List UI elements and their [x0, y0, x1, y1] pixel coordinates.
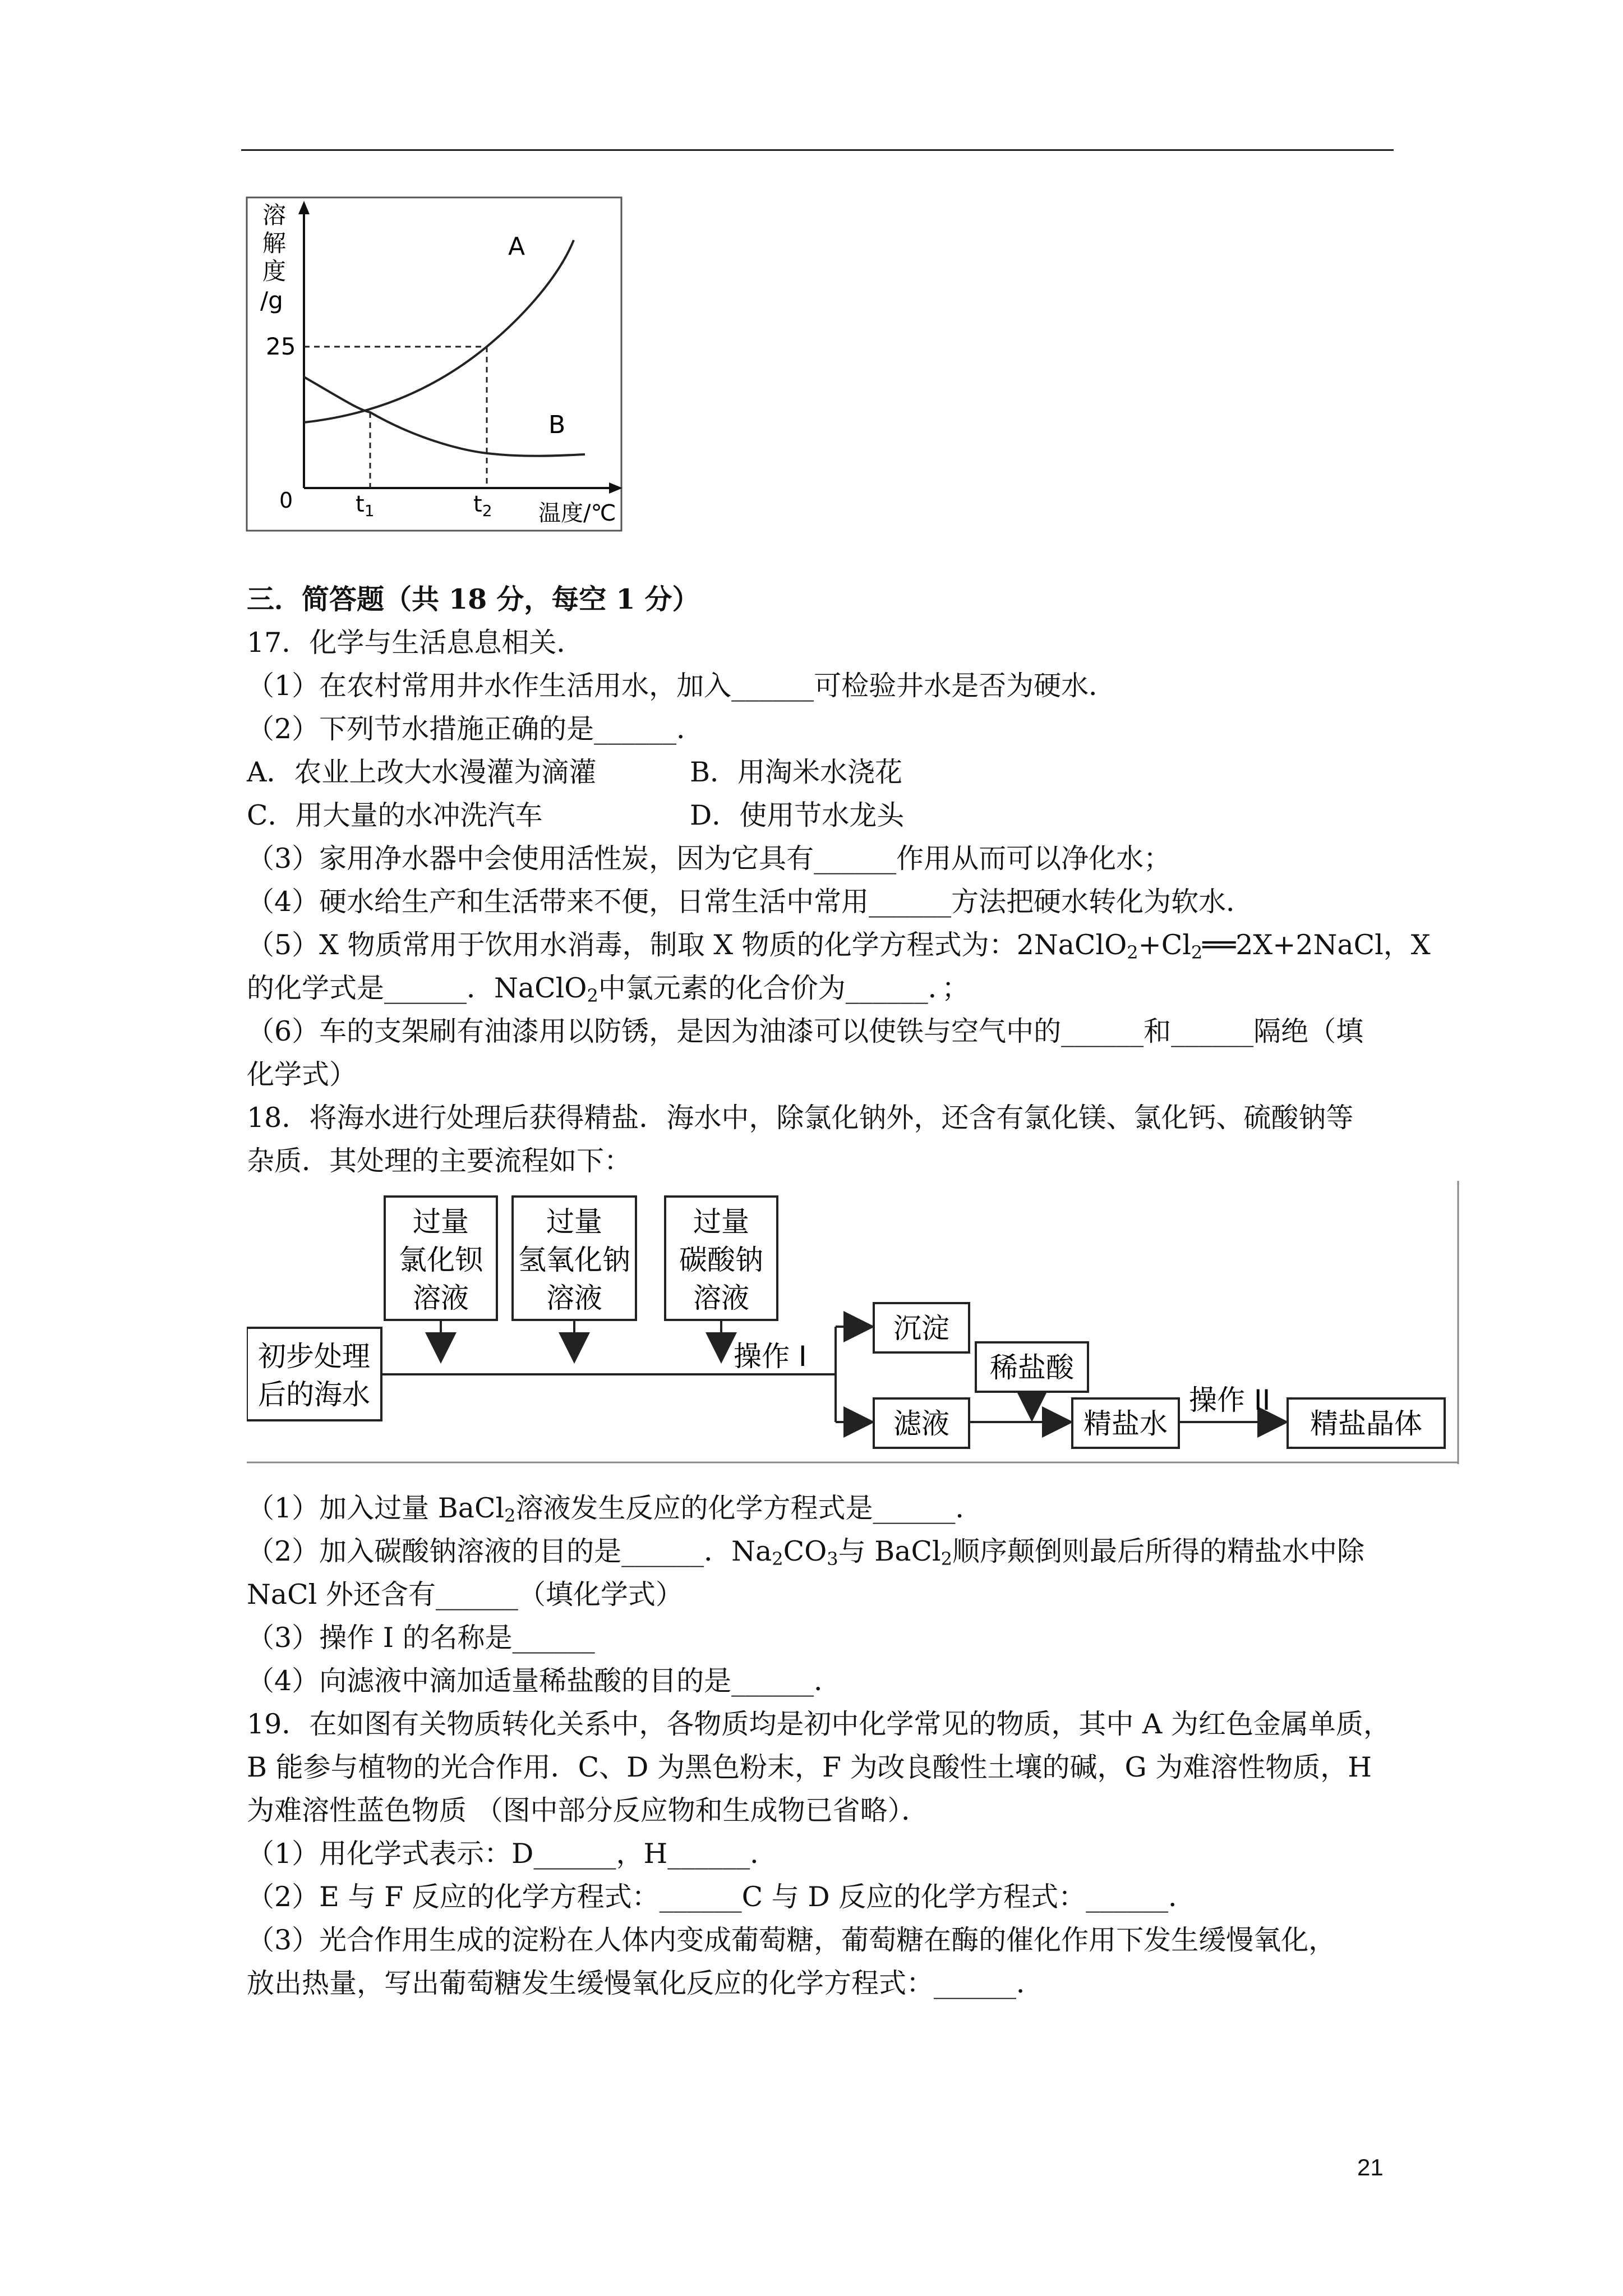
- y-label-3: 度: [262, 257, 287, 285]
- curve-a: [304, 240, 574, 422]
- q19-p3-line2: 放出热量，写出葡萄糖发生缓慢氧化反应的化学方程式：______．: [247, 1967, 1044, 1999]
- filtrate-label: 滤液: [893, 1407, 949, 1440]
- brine-label: 精盐水: [1083, 1407, 1168, 1440]
- x-tick-t1: $t_1$: [356, 491, 375, 520]
- precipitate-label: 沉淀: [893, 1312, 949, 1345]
- q19-p2: （2）E 与 F 反应的化学方程式：______C 与 D 反应的化学方程式：______．: [247, 1881, 1196, 1913]
- reagent2-line3: 溶液: [546, 1282, 602, 1314]
- q18-p1: （1）加入过量 BaCl$_2$溶液发生反应的化学方程式是______．: [247, 1492, 983, 1526]
- q18-p2-line2: NaCl 外还含有______（填化学式）: [247, 1579, 683, 1611]
- q17-opt-a: A．农业上改大水漫灌为滴灌: [247, 756, 597, 788]
- q17-title: 17．化学与生活息息相关．: [247, 627, 584, 659]
- q17-p2: （2）下列节水措施正确的是______．: [247, 713, 704, 745]
- reagent2-line2: 氢氧化钠: [518, 1244, 630, 1276]
- start-line2: 后的海水: [258, 1378, 370, 1411]
- reagent3-line1: 过量: [693, 1205, 749, 1238]
- q19-line2: B 能参与植物的光合作用．C、D 为黑色粉末，F 为改良酸性土壤的碱，G 为难溶性物质，H: [247, 1751, 1372, 1783]
- page-number: 21: [1357, 2154, 1384, 2180]
- curve-label-b: B: [548, 411, 566, 439]
- salt-process-flowchart: [247, 1181, 1464, 1467]
- y-label-1: 溶: [262, 201, 287, 229]
- reagent1-line2: 氯化钡: [399, 1244, 483, 1276]
- q18-p4: （4）向滤液中滴加适量稀盐酸的目的是______．: [247, 1665, 842, 1697]
- y-axis-arrow: [298, 201, 310, 214]
- y-label-4: /g: [260, 287, 283, 314]
- x-axis-arrow: [609, 482, 623, 494]
- op2-label: 操作 II: [1189, 1384, 1271, 1416]
- x-axis-label: 温度/℃: [538, 500, 616, 526]
- q17-opt-c: C．用大量的水冲洗汽车: [247, 799, 543, 831]
- q19-line3: 为难溶性蓝色物质 （图中部分反应物和生成物已省略）．: [247, 1795, 929, 1826]
- q17-options-row2: [247, 794, 1402, 837]
- header-rule: [241, 149, 1394, 151]
- solubility-chart: [246, 196, 644, 533]
- x-tick-t2: $t_2$: [473, 491, 492, 520]
- q19-p1: （1）用化学式表示：D______，H______．: [247, 1838, 778, 1870]
- q17-p6-line1: （6）车的支架刷有油漆用以防锈，是因为油漆可以使铁与空气中的______和______隔绝（填: [247, 1015, 1364, 1047]
- q17-p6-line2: 化学式）: [247, 1059, 357, 1091]
- section-text-1: [247, 578, 1431, 1182]
- q18-title-line1: 18．将海水进行处理后获得精盐．海水中，除氯化钠外，还含有氯化镁、氯化钙、硫酸钠等: [247, 1102, 1354, 1134]
- q19-p3-line1: （3）光合作用生成的淀粉在人体内变成葡萄糖，葡萄糖在酶的催化作用下发生缓慢氧化，: [247, 1924, 1336, 1956]
- q18-p2-line1: （2）加入碳酸钠溶液的目的是______．$Na_2CO_3$与 BaCl$_2$顺序颠倒则最后所得的精盐水中除: [247, 1535, 1364, 1570]
- q18-title-line2: 杂质．其处理的主要流程如下：: [247, 1145, 632, 1177]
- q19-line1: 19．在如图有关物质转化关系中，各物质均是初中化学常见的物质，其中 A 为红色金属单质，: [247, 1708, 1391, 1740]
- curve-label-a: A: [508, 232, 525, 261]
- section-text-2: [247, 1487, 1402, 2005]
- q17-p4: （4）硬水给生产和生活带来不便，日常生活中常用______方法把硬水转化为软水．: [247, 886, 1254, 918]
- reagent1-line1: 过量: [413, 1205, 469, 1238]
- start-line1: 初步处理: [258, 1340, 370, 1373]
- q17-p1: （1）在农村常用井水作生活用水，加入______可检验井水是否为硬水．: [247, 670, 1117, 702]
- y-tick-25: 25: [266, 333, 296, 360]
- section-title: 三．简答题（共 18 分，每空 1 分）: [247, 583, 700, 615]
- origin-label: 0: [279, 488, 293, 513]
- reagent1-line3: 溶液: [413, 1282, 469, 1314]
- product-label: 精盐晶体: [1310, 1407, 1422, 1440]
- reagent3-line3: 溶液: [693, 1282, 749, 1314]
- q17-opt-b: B．用淘米水浇花: [690, 756, 903, 788]
- acid-label: 稀盐酸: [990, 1351, 1074, 1384]
- reagent2-line1: 过量: [546, 1205, 602, 1238]
- y-label-2: 解: [262, 229, 287, 257]
- q17-p3: （3）家用净水器中会使用活性炭，因为它具有______作用从而可以净化水；: [247, 843, 1172, 875]
- q17-options-row1: [247, 751, 1402, 794]
- reagent3-line2: 碳酸钠: [679, 1244, 763, 1276]
- q17-opt-d: D．使用节水龙头: [690, 799, 905, 831]
- q18-p3: （3）操作 I 的名称是______: [247, 1622, 595, 1654]
- op1-label: 操作 I: [734, 1340, 807, 1373]
- q17-p5-line2: 的化学式是______．NaClO$_2$中氯元素的化合价为______．；: [247, 972, 970, 1006]
- q17-p5-line1: （5）X 物质常用于饮用水消毒，制取 X 物质的化学方程式为：$2NaClO_2+Cl_2══2X+2NaCl$，X: [247, 929, 1431, 963]
